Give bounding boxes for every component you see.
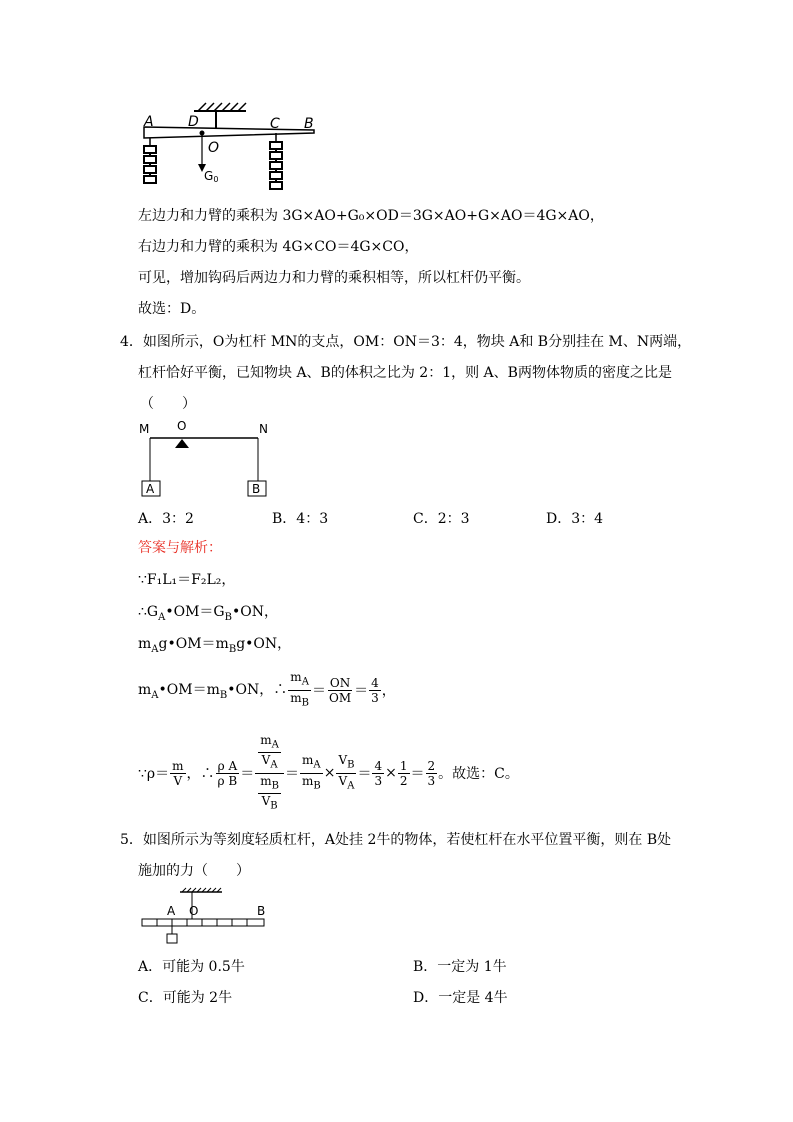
fraction-denominator: 3	[374, 773, 383, 788]
fraction-numerator: ρ A	[217, 758, 238, 773]
equals-sign: ＝	[240, 766, 255, 782]
equals-sign: ＝	[284, 766, 299, 782]
fraction-denominator: $V_A$	[261, 753, 278, 771]
q5-option-b[interactable]: B．一定为 1牛	[413, 959, 507, 975]
q4-option-a[interactable]: A．3：2	[138, 511, 194, 527]
q4-solution-5	[138, 728, 519, 818]
equals-sign: ＝	[410, 766, 425, 782]
q4-solution-3: $m_Ag•OM=m_Bg•ON$，	[138, 636, 292, 655]
fraction-numerator: $m_B$	[258, 774, 281, 794]
q4-sol4-end: ，	[381, 683, 396, 699]
fraction-numerator: 4	[374, 758, 383, 773]
fraction-denominator: 3	[371, 690, 379, 705]
fraction-mb-vb	[258, 774, 281, 814]
q4-option-c[interactable]: C．2：3	[413, 511, 470, 527]
fraction-numerator: $m_A$	[300, 753, 323, 773]
fig3-label-o: O	[189, 904, 199, 918]
fig2-label-m: M	[139, 422, 150, 436]
fraction-denominator: $m_B$	[301, 773, 321, 791]
q5-option-d[interactable]: D．一定是 4牛	[413, 990, 508, 1006]
fraction-4-3	[369, 676, 381, 705]
equals-sign: ＝	[354, 683, 369, 699]
fraction-denominator: $V_B$	[261, 793, 278, 812]
q4-stem-line-2: 杠杆恰好平衡，已知物块 A、B的体积之比为 2：1，则 A、B两物体物质的密度之比是	[138, 365, 672, 381]
fraction-vb-va	[336, 753, 356, 793]
fraction-numerator: m	[172, 758, 184, 773]
fraction-numerator: ON	[329, 675, 351, 690]
fig1-label-b: B	[304, 116, 314, 132]
fig1-label-g: G0	[204, 169, 219, 184]
fraction-2-3	[426, 759, 438, 788]
fraction-denominator: OM	[328, 690, 352, 705]
q4-stem-bracket: （ ）	[140, 396, 196, 412]
q5-option-c[interactable]: C．可能为 2牛	[138, 990, 233, 1006]
q4-solution-2: $\therefore G_A•OM=G_B•ON$，	[138, 604, 278, 623]
fraction-1-2	[398, 759, 410, 788]
q3-line-3: 可见，增加钩码后两边力和力臂的乘积相等，所以杠杆仍平衡。	[138, 270, 530, 286]
fig1-label-o: O	[208, 140, 220, 156]
fraction-numerator: $V_B$	[336, 753, 356, 773]
equals-sign: ＝	[311, 683, 326, 699]
fig3-label-a: A	[167, 904, 176, 918]
q4-solution-1: ∵F₁L₁＝F₂L₂，	[138, 572, 236, 588]
fraction-denominator: 3	[427, 773, 436, 788]
fig1-label-d: D	[188, 114, 199, 130]
fraction-ma-va	[258, 733, 281, 773]
fraction-rhoa-rhob	[216, 759, 240, 788]
equals-sign: ＝	[357, 766, 372, 782]
fig2-label-a: A	[146, 482, 155, 496]
times-sign: ×	[323, 765, 336, 781]
lever-figure-graduated	[136, 884, 272, 946]
q4-sol4-text: $m_A•OM=m_B•ON$，∴	[138, 682, 288, 701]
fig2-label-n: N	[259, 422, 268, 436]
fraction-numerator: 1	[399, 758, 408, 773]
fraction-numerator: $m_A$	[288, 670, 311, 690]
fraction-numerator: 4	[371, 675, 379, 690]
lever-figure-1	[136, 100, 326, 195]
fraction-numerator: 2	[427, 758, 436, 773]
q3-answer: 故选：D。	[138, 301, 206, 317]
fig1-label-c: C	[270, 116, 280, 132]
compound-fraction	[255, 733, 284, 814]
fraction-denominator: $m_B$	[290, 690, 309, 708]
q4-sol5-therefore: ，∴	[186, 766, 215, 782]
compound-denominator	[255, 774, 284, 814]
fig3-label-b: B	[257, 904, 266, 918]
q4-option-b[interactable]: B．4：3	[272, 511, 329, 527]
fraction-4-3-b	[372, 759, 384, 788]
times-sign: ×	[385, 765, 397, 781]
lever-figure-mn	[136, 418, 276, 500]
q4-stem-line-1: 4．如图所示，O为杠杆 MN的支点，OM：ON＝3：4，物块 A和 B分别挂在 M、N两端，	[120, 334, 692, 350]
fraction-m-v	[170, 759, 185, 788]
fraction-denominator: V	[173, 773, 183, 788]
fig2-label-b: B	[252, 482, 261, 496]
compound-numerator	[255, 733, 284, 774]
q3-line-2: 右边力和力臂的乘积为 4G×CO＝4G×CO，	[138, 239, 419, 255]
fraction-numerator: $m_A$	[258, 733, 281, 753]
fraction-ma-mb	[288, 670, 311, 710]
q5-option-a[interactable]: A．可能为 0.5牛	[138, 959, 245, 975]
fraction-on-om	[327, 676, 353, 705]
fraction-denominator: 2	[399, 773, 408, 788]
q4-sol5-text: ∵ρ＝	[138, 766, 170, 782]
q5-stem-line-1: 5．如图所示为等刻度轻质杠杆，A处挂 2牛的物体，若使杠杆在水平位置平衡，则在 B处	[120, 832, 672, 848]
q5-stem-line-2: 施加的力（ ）	[138, 863, 250, 879]
answer-analysis-title: 答案与解析：	[138, 540, 222, 556]
fig1-label-a: A	[144, 114, 154, 130]
q4-option-d[interactable]: D．3：4	[546, 511, 604, 527]
fraction-denominator: ρ B	[217, 773, 238, 788]
q4-solution-4	[138, 670, 396, 710]
q4-sol5-end: 。故选：C。	[438, 766, 519, 782]
fraction-denominator: $V_A$	[338, 773, 355, 791]
fig2-label-o: O	[177, 419, 187, 433]
q3-line-1: 左边力和力臂的乘积为 3G×AO+G₀×OD＝3G×AO+G×AO＝4G×AO，	[138, 208, 604, 224]
fraction-ma-mb-2	[300, 753, 323, 793]
